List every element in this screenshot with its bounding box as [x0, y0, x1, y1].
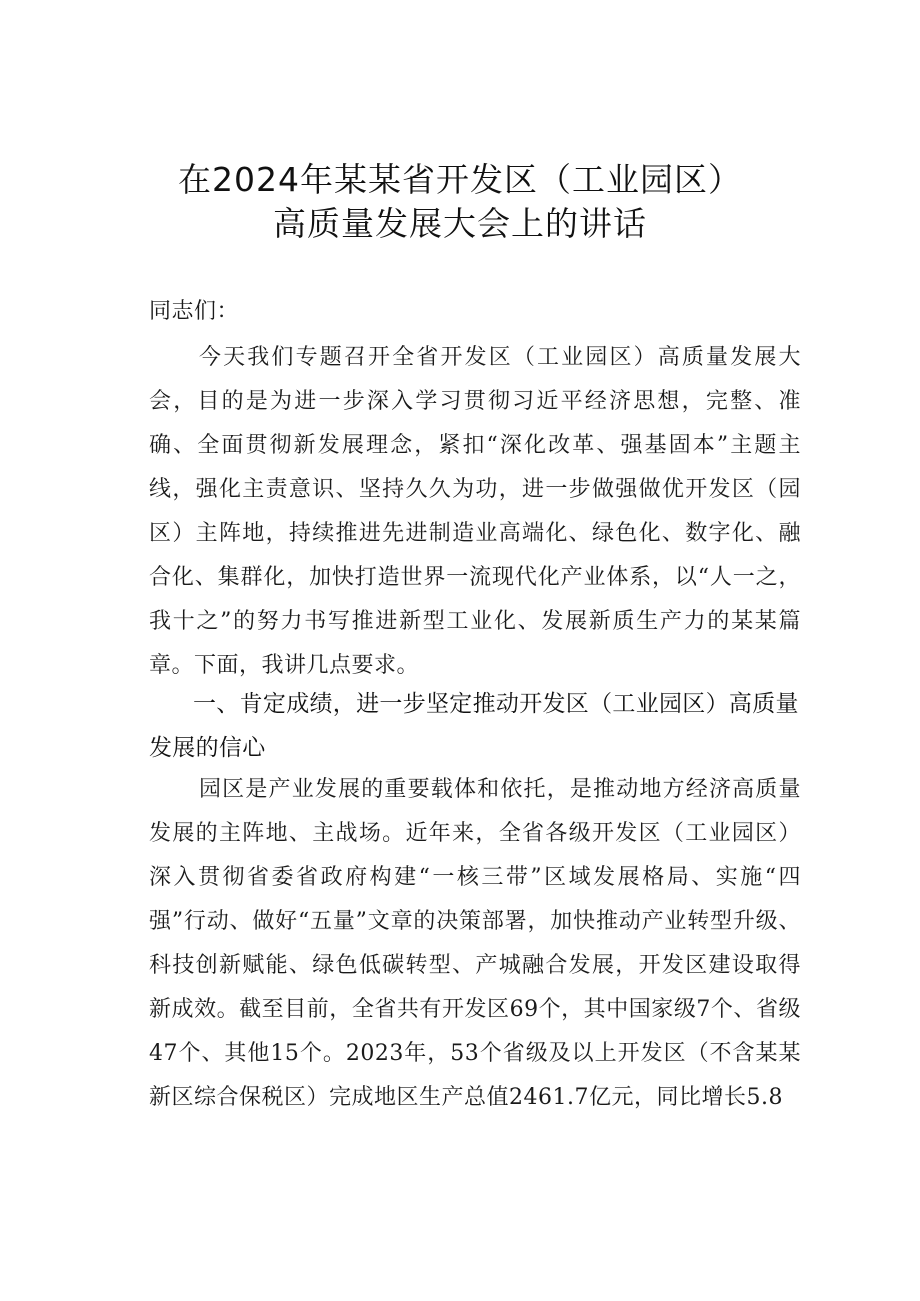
paragraph-section-1: 园区是产业发展的重要载体和依托，是推动地方经济高质量发展的主阵地、主战场。近年来，全省各级开发区（工业园区）深入贯彻省委省政府构建“一核三带”区域发展格局、实施“四强”行动、做好“五量”文章的决策部署，加快推动产业转型升级、科技创新赋能、绿色低碳转型、产城融合发展，开发区建设取得新成效。截至目前，全省共有开发区69个，其中国家级7个、省级47个、其他15个。2023年，53个省级及以上开发区（不含某某新区综合保税区）完成地区生产总值2461.7亿元，同比增长5.8 — [149, 777, 801, 1110]
document-title-line-1: 在2024年某某省开发区（工业园区） — [178, 160, 742, 199]
document-title-line-2: 高质量发展大会上的讲话 — [273, 204, 647, 243]
paragraph-intro: 今天我们专题召开全省开发区（工业园区）高质量发展大会，目的是为进一步深入学习贯彻习近平经济思想，完整、准确、全面贯彻新发展理念，紧扣“深化改革、强基固本”主题主线，强化主责意识、坚持久久为功，进一步做强做优开发区（园区）主阵地，持续推进先进制造业高端化、绿色化、数字化、融合化、集群化，加快打造世界一流现代化产业体系，以“人一之，我十之”的努力书写推进新型工业化、发展新质生产力的某某篇章。下面，我讲几点要求。 — [149, 345, 801, 678]
salutation: 同志们： — [149, 299, 240, 324]
section-heading-1: 一、肯定成绩，进一步坚定推动开发区（工业园区）高质量发展的信心 — [149, 691, 799, 761]
